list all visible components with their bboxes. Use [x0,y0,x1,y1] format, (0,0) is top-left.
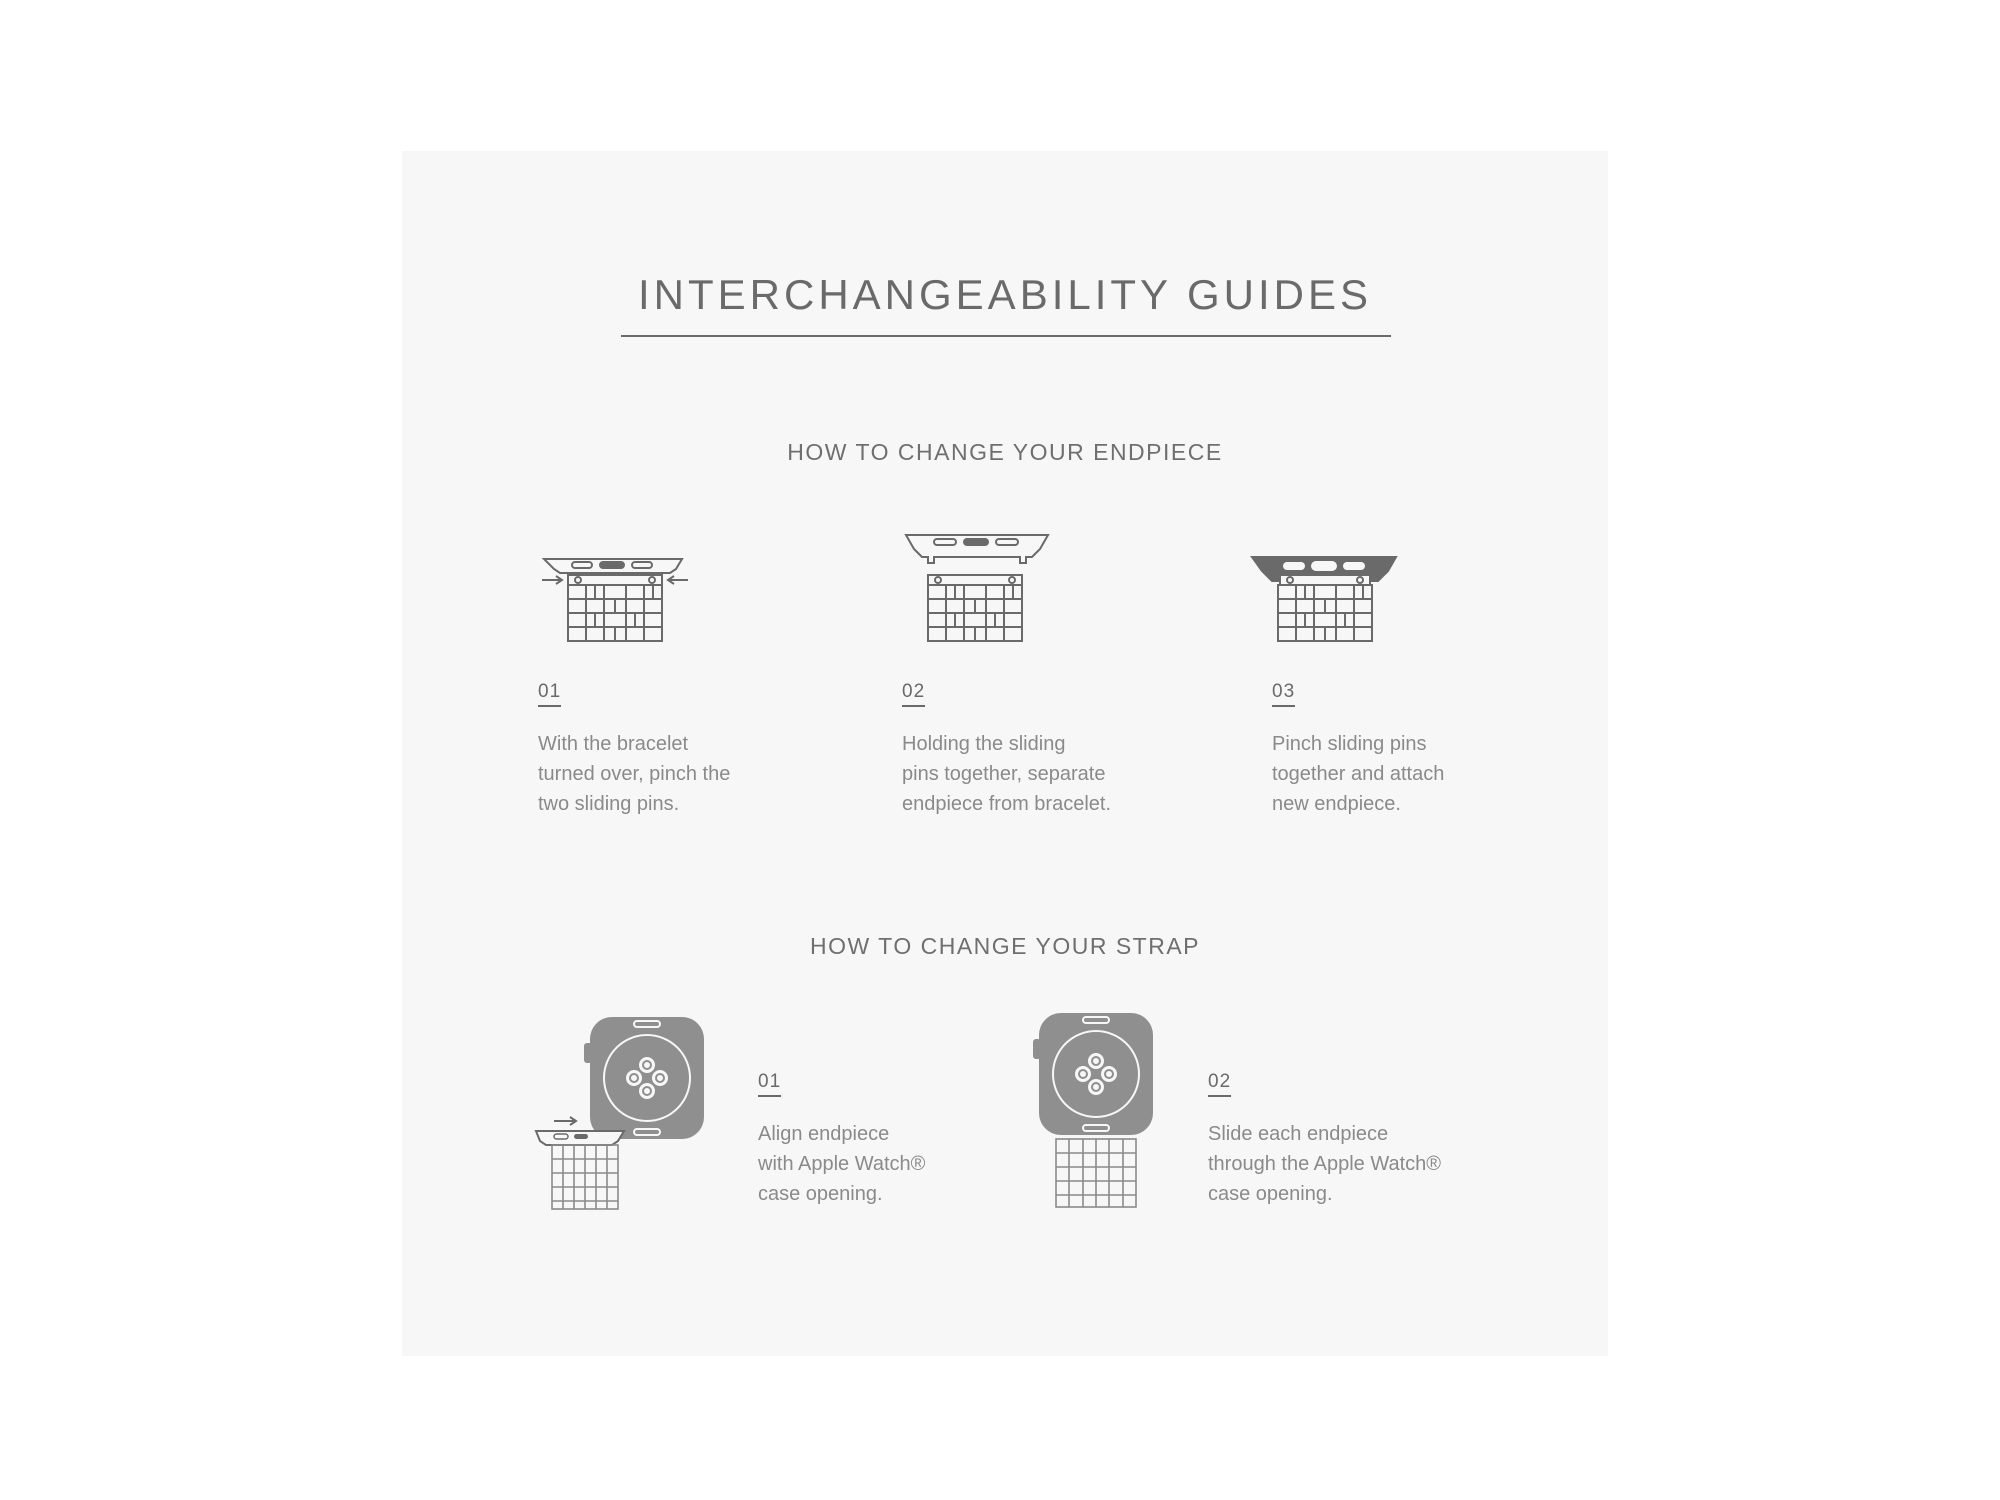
bracelet-separate-icon [902,529,1052,653]
endpiece-step-1-text: With the bracelet turned over, pinch the two sliding pins. [538,733,731,815]
endpiece-step-2-text: Holding the sliding pins together, separate endpiece from bracelet. [902,733,1112,815]
strap-step-2-number: 02 [1208,1071,1231,1097]
title-divider [621,335,1391,337]
endpiece-step-3-number: 03 [1272,681,1295,707]
watch-align-icon [532,1013,712,1213]
watch-slide-icon [1032,1009,1162,1213]
bracelet-pinch-icon [540,553,690,653]
guide-card [402,151,1608,1356]
strap-step-1-number: 01 [758,1071,781,1097]
endpiece-section-heading: HOW TO CHANGE YOUR ENDPIECE [787,439,1223,465]
strap-section-heading: HOW TO CHANGE YOUR STRAP [810,933,1200,959]
bracelet-attach-icon [1250,553,1400,653]
strap-step-2-text: Slide each endpiece through the Apple Watch® case opening. [1208,1123,1442,1205]
endpiece-step-2-number: 02 [902,681,925,707]
strap-step-1-text: Align endpiece with Apple Watch® case opening. [758,1123,926,1205]
endpiece-step-1-number: 01 [538,681,561,707]
endpiece-step-3-text: Pinch sliding pins together and attach new endpiece. [1272,733,1445,815]
page-title: INTERCHANGEABILITY GUIDES [637,271,1373,318]
